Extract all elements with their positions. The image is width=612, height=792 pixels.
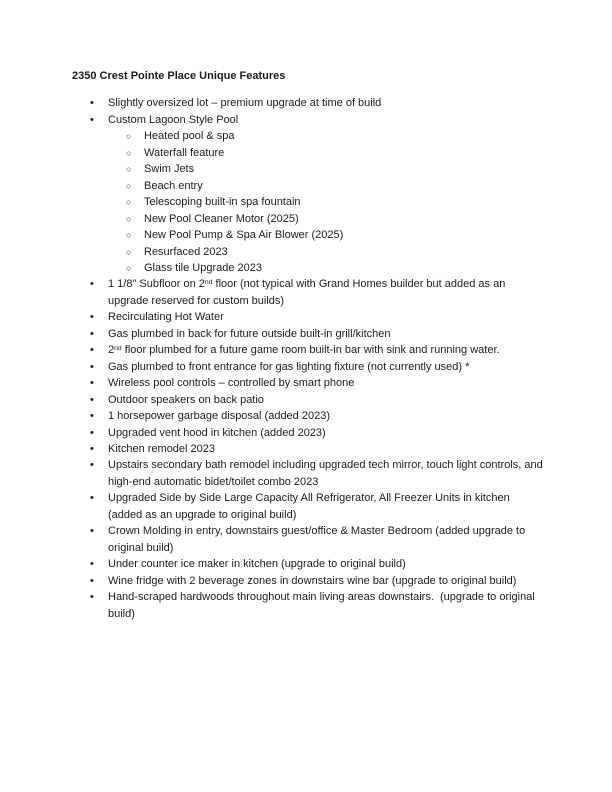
list-item-text: Waterfall feature	[144, 146, 225, 159]
bullet-disc-icon: •	[90, 492, 94, 505]
bullet-circle-icon: ○	[126, 131, 132, 142]
list-item	[72, 309, 544, 325]
bullet-circle-icon: ○	[126, 262, 132, 273]
bullet-disc-icon: •	[90, 344, 94, 357]
bullet-disc-icon: •	[90, 558, 94, 571]
list-item-text: Heated pool & spa	[144, 130, 235, 143]
list-item	[72, 276, 544, 309]
bullet-disc-icon: •	[90, 278, 94, 291]
document-title: 2350 Crest Pointe Place Unique Features	[72, 70, 286, 82]
list-item	[72, 326, 544, 342]
list-item-text: Glass tile Upgrade 2023	[144, 261, 263, 274]
bullet-disc-icon: •	[90, 311, 94, 324]
list-item	[72, 227, 544, 243]
list-item	[72, 161, 544, 177]
list-item	[72, 260, 544, 276]
list-item-text: Kitchen remodel 2023	[108, 442, 216, 455]
list-item	[72, 145, 544, 161]
bullet-disc-icon: •	[90, 459, 94, 472]
list-item-text: Upgraded Side by Side Large Capacity All Refrigerator, All Freezer Units in kitchen (added as an upgrade to original build)	[108, 492, 513, 521]
list-item	[72, 95, 544, 111]
list-item	[72, 375, 544, 391]
list-item-text: Recirculating Hot Water	[108, 311, 224, 324]
list-item-text: Wireless pool controls – controlled by smart phone	[108, 377, 355, 390]
list-item-text: Under counter ice maker in kitchen (upgrade to original build)	[108, 558, 406, 571]
bullet-circle-icon: ○	[126, 147, 132, 158]
bullet-disc-icon: •	[90, 113, 94, 126]
list-item-text: Crown Molding in entry, downstairs guest/office & Master Bedroom (added upgrade to original build)	[108, 525, 529, 554]
list-item-text: New Pool Cleaner Motor (2025)	[144, 212, 299, 225]
bullet-circle-icon: ○	[126, 197, 132, 208]
bullet-disc-icon: •	[90, 574, 94, 587]
list-item-text: Swim Jets	[144, 163, 195, 176]
bullet-disc-icon: •	[90, 327, 94, 340]
bullet-disc-icon: •	[90, 360, 94, 373]
list-item-text: Resurfaced 2023	[144, 245, 228, 258]
list-item	[72, 392, 544, 408]
list-item	[72, 342, 544, 358]
list-item	[72, 178, 544, 194]
bullet-circle-icon: ○	[126, 230, 132, 241]
list-item	[72, 128, 544, 144]
bullet-disc-icon: •	[90, 442, 94, 455]
list-item	[72, 359, 544, 375]
superscript-text: nd	[114, 345, 122, 353]
bullet-circle-icon: ○	[126, 180, 132, 191]
list-item-text: Upstairs secondary bath remodel including upgraded tech mirror, touch light controls, and high-end automatic bidet/toilet combo 2023	[108, 459, 546, 488]
list-item-text: Custom Lagoon Style Pool	[108, 113, 239, 126]
bullet-disc-icon: •	[90, 97, 94, 110]
list-item-text: Telescoping built-in spa fountain	[144, 196, 301, 209]
list-item	[72, 211, 544, 227]
bullet-disc-icon: •	[90, 525, 94, 538]
list-item	[72, 194, 544, 210]
list-item	[72, 441, 544, 457]
features-list	[72, 95, 544, 622]
list-item	[72, 523, 544, 556]
bullet-disc-icon: •	[90, 426, 94, 439]
list-item-text: Beach entry	[144, 179, 203, 192]
list-item-text: Gas plumbed in back for future outside built-in grill/kitchen	[108, 327, 391, 340]
list-item	[72, 408, 544, 424]
bullet-disc-icon: •	[90, 393, 94, 406]
bullet-circle-icon: ○	[126, 164, 132, 175]
list-item	[72, 244, 544, 260]
list-item-text: Gas plumbed to front entrance for gas lighting fixture (not currently used) *	[108, 360, 470, 373]
list-item	[72, 490, 544, 523]
bullet-circle-icon: ○	[126, 213, 132, 224]
list-item-text: New Pool Pump & Spa Air Blower (2025)	[144, 229, 344, 242]
list-item-text: Outdoor speakers on back patio	[108, 393, 264, 406]
list-item	[72, 556, 544, 572]
bullet-disc-icon: •	[90, 410, 94, 423]
bullet-disc-icon: •	[90, 591, 94, 604]
list-item	[72, 589, 544, 622]
list-item	[72, 457, 544, 490]
bullet-circle-icon: ○	[126, 246, 132, 257]
list-item-text: 2nd floor plumbed for a future game room built-in bar with sink and running water.	[108, 344, 500, 357]
list-item-text: 1 1/8" Subfloor on 2nd floor (not typical with Grand Homes builder but added as an upgrade reserved for custom builds)	[108, 278, 509, 307]
list-item	[72, 573, 544, 589]
list-item-text: Slightly oversized lot – premium upgrade at time of build	[108, 97, 382, 110]
bullet-disc-icon: •	[90, 377, 94, 390]
superscript-text: nd	[204, 279, 213, 287]
list-item	[72, 425, 544, 441]
list-item-text: Wine fridge with 2 beverage zones in downstairs wine bar (upgrade to original build)	[108, 574, 517, 587]
list-item-text: Hand-scraped hardwoods throughout main living areas downstairs. (upgrade to original build)	[108, 591, 538, 620]
document-body	[72, 68, 544, 622]
list-item-text: Upgraded vent hood in kitchen (added 2023)	[108, 426, 326, 439]
list-item-text: 1 horsepower garbage disposal (added 2023)	[108, 410, 330, 423]
list-item	[72, 112, 544, 128]
